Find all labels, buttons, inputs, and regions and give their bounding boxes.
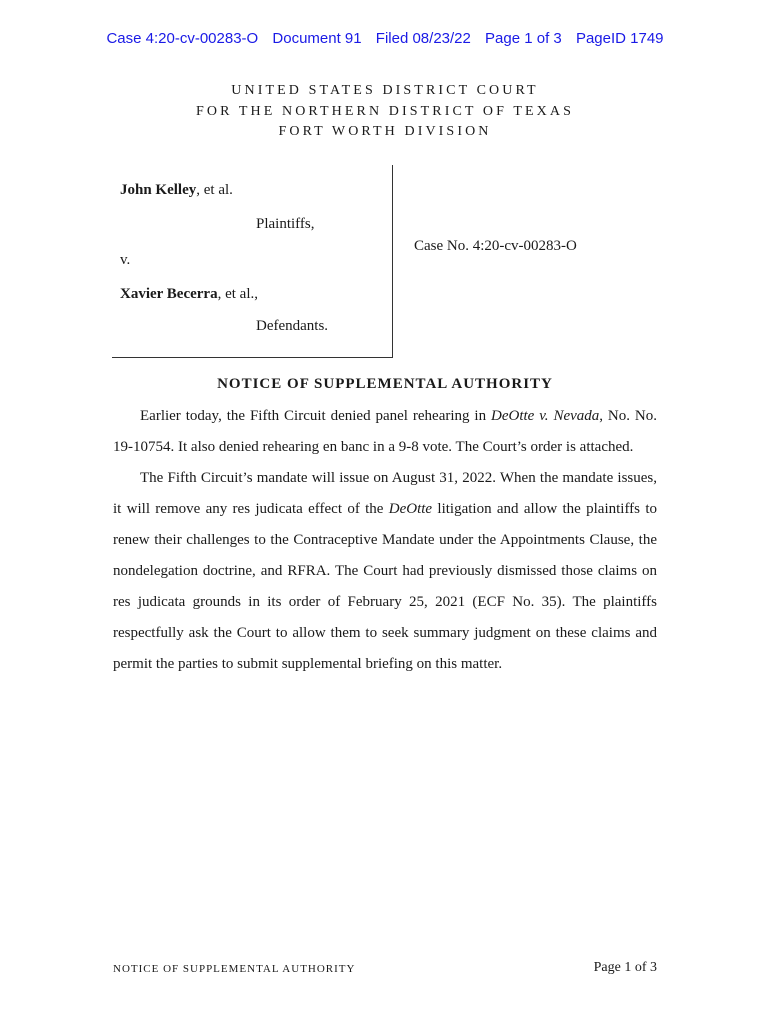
stamp-case-number: Case 4:20-cv-00283-O — [106, 30, 259, 47]
stamp-document-number: Document 91 — [272, 30, 362, 47]
defendants-label: Defendants. — [256, 318, 329, 334]
document-title: NOTICE OF SUPPLEMENTAL AUTHORITY — [217, 376, 553, 392]
court-line-3: FORT WORTH DIVISION — [278, 124, 492, 139]
stamp-filed-date: Filed 08/23/22 — [375, 30, 471, 47]
stamp-page: Page 1 of 3 — [485, 30, 562, 47]
document-body — [113, 401, 657, 680]
case-citation-deotte: DeOtte — [388, 501, 433, 517]
stamp-pageid: PageID 1749 — [575, 30, 664, 47]
court-line-2: FOR THE NORTHERN DISTRICT OF TEXAS — [196, 103, 574, 119]
defendant-suffix: , et al., — [217, 286, 258, 302]
ecf-header-stamp — [0, 30, 770, 47]
plaintiff-name: John Kelley — [120, 182, 197, 198]
case-citation-deotte-nevada: DeOtte v. Nevada — [491, 408, 600, 424]
court-heading — [0, 81, 770, 143]
plaintiffs-label: Plaintiffs, — [256, 216, 315, 232]
court-line-1: UNITED STATES DISTRICT COURT — [231, 83, 539, 98]
paragraph-1: Earlier today, the Fifth Circuit denied panel rehearing in DeOtte v. Nevada, No. No. 19-10754. It also denied rehearing en banc in a 9-8 vote. The Court’s order is attached. — [113, 408, 657, 455]
case-number: Case No. 4:20-cv-00283-O — [414, 238, 577, 254]
footer-title: NOTICE OF SUPPLEMENTAL AUTHORITY — [113, 963, 356, 975]
footer-page-number: Page 1 of 3 — [593, 960, 657, 975]
versus-label: v. — [120, 252, 131, 268]
defendant-line — [120, 286, 258, 303]
paragraph-2: The Fifth Circuit’s mandate will issue on August 31, 2022. When the mandate issues, it will remove any res judicata effect of the DeOtte litigation and allow the plaintiffs to renew their challenges to the Contraceptive Mandate under the Appointments Clause, the nondelegation doctrine, and RFRA. The Court had previously dismissed those claims on res judicata grounds in its order of February 25, 2021 (ECF No. 35). The plaintiffs respectfully ask the Court to allow them to seek summary judgment on these claims and permit the parties to submit supplemental briefing on this matter. — [113, 470, 657, 672]
plaintiff-suffix: , et al. — [196, 182, 233, 198]
plaintiff-line — [120, 182, 233, 199]
defendant-name: Xavier Becerra — [120, 286, 218, 302]
